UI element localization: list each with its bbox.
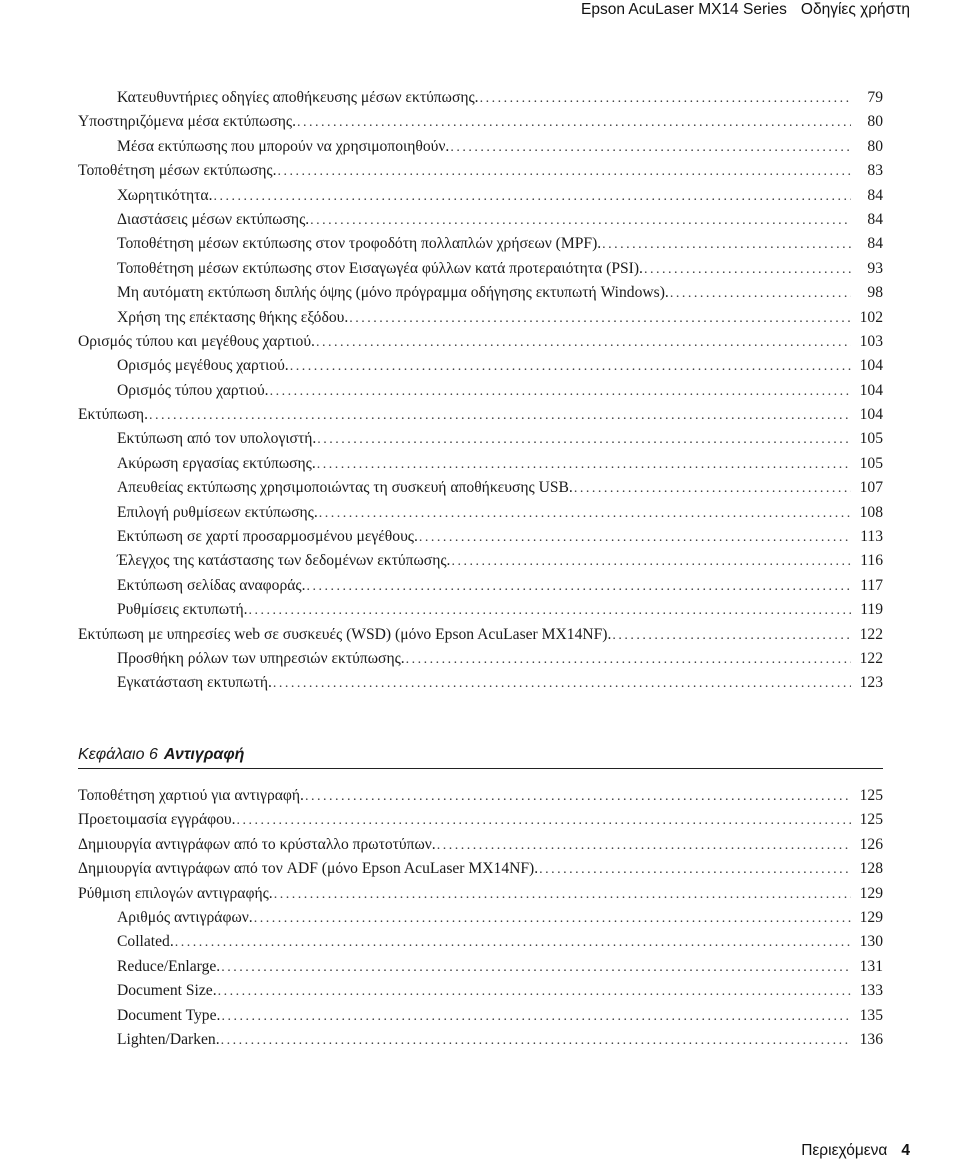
toc-section-printing — [78, 86, 883, 696]
toc-entry-page: 108 — [859, 503, 883, 521]
toc-dot-leader — [249, 599, 852, 622]
toc-dot-leader — [306, 575, 851, 598]
toc-dot-leader — [221, 1029, 851, 1052]
toc-entry-label: Κατευθυντήριες οδηγίες αποθήκευσης μέσων εκτύπωσης. — [117, 89, 479, 106]
chapter-number: Κεφάλαιο 6 — [78, 746, 158, 763]
toc-dot-leader — [149, 404, 851, 427]
toc-entry-page: 84 — [867, 235, 883, 253]
toc-entry-page: 107 — [859, 479, 883, 497]
toc-entry-label: Επιλογή ρυθμίσεων εκτύπωσης. — [117, 503, 318, 521]
toc-section-copying — [78, 784, 883, 1052]
toc-entry[interactable] — [78, 306, 883, 330]
toc-entry[interactable] — [78, 208, 883, 232]
toc-entry-page: 117 — [860, 576, 883, 594]
toc-entry[interactable] — [78, 808, 883, 832]
toc-entry-label: Χωρητικότητα. — [117, 186, 213, 204]
toc-entry-label: Χρήση της επέκτασης θήκης εξόδου. — [117, 308, 349, 326]
running-footer — [801, 1140, 910, 1162]
toc-entry[interactable] — [78, 184, 883, 208]
toc-dot-leader — [644, 258, 851, 281]
toc-entry-label: Lighten/Darken. — [117, 1030, 220, 1048]
toc-dot-leader — [574, 477, 851, 500]
toc-dot-leader — [406, 648, 851, 671]
toc-entry-page: 93 — [867, 259, 883, 277]
toc-dot-leader — [175, 931, 851, 954]
toc-entry[interactable] — [78, 979, 883, 1003]
toc-entry[interactable] — [78, 525, 883, 549]
toc-entry-label: Ακύρωση εργασίας εκτύπωσης. — [117, 454, 316, 472]
toc-entry[interactable] — [78, 574, 883, 598]
toc-entry[interactable] — [78, 281, 883, 305]
toc-dot-leader — [310, 209, 851, 232]
toc-entry-label: Τοποθέτηση μέσων εκτύπωσης. — [78, 162, 277, 180]
toc-entry-label: Δημιουργία αντιγράφων από το κρύσταλλο πρωτοτύπων. — [78, 835, 436, 853]
toc-entry-page: 80 — [867, 137, 883, 155]
toc-entry-label: Ορισμός τύπου χαρτιού. — [117, 381, 269, 399]
toc-entry-label: Εγκατάσταση εκτυπωτή. — [117, 674, 272, 692]
toc-entry-page: 105 — [859, 454, 883, 472]
toc-dot-leader — [349, 307, 851, 330]
toc-entry-page: 122 — [859, 625, 883, 643]
toc-entry-label: Υποστηριζόμενα μέσα εκτύπωσης. — [78, 113, 297, 131]
toc-dot-leader — [437, 834, 851, 857]
toc-entry-label: Ορισμός τύπου και μεγέθους χαρτιού. — [78, 332, 315, 350]
toc-entry-label: Ρύθμιση επιλογών αντιγραφής. — [78, 884, 273, 902]
toc-entry[interactable] — [78, 232, 883, 256]
toc-entry-page: 129 — [859, 884, 883, 902]
toc-entry-label: Προετοιμασία εγγράφου. — [78, 811, 236, 829]
toc-entry-page: 116 — [860, 552, 883, 570]
toc-entry-label: Δημιουργία αντιγράφων από τον ADF (μόνο Epson AcuLaser MX14NF). — [78, 860, 539, 878]
toc-entry-label: Εκτύπωση από τον υπολογιστή. — [117, 430, 317, 448]
toc-entry-label: Ρυθμίσεις εκτυπωτή. — [117, 601, 248, 619]
toc-dot-leader — [254, 907, 851, 930]
footer-page-number: 4 — [901, 1142, 910, 1159]
toc-entry-page: 136 — [859, 1030, 883, 1048]
toc-dot-leader — [450, 136, 851, 159]
toc-entry-page: 104 — [859, 357, 883, 375]
toc-entry-page: 113 — [860, 528, 883, 546]
toc-dot-leader — [221, 956, 851, 979]
toc-entry-label: Απευθείας εκτύπωσης χρησιμοποιώντας τη συσκευή αποθήκευσης USB. — [117, 479, 573, 497]
toc-entry-label: Μη αυτόματη εκτύπωση διπλής όψης (μόνο πρόγραμμα οδήγησης εκτυπωτή Windows). — [117, 284, 669, 302]
toc-entry-page: 119 — [860, 601, 883, 619]
toc-entry-page: 98 — [867, 284, 883, 302]
running-header — [581, 0, 910, 20]
toc-entry[interactable] — [78, 1028, 883, 1052]
toc-dot-leader — [316, 331, 851, 354]
toc-dot-leader — [419, 526, 851, 549]
toc-entry-page: 104 — [859, 381, 883, 399]
toc-entry-page: 128 — [859, 860, 883, 878]
chapter-heading — [78, 744, 883, 769]
toc-dot-leader — [218, 980, 851, 1003]
toc-entry-page: 104 — [859, 406, 883, 424]
toc-entry-page: 130 — [859, 933, 883, 951]
toc-entry-label: Έλεγχος της κατάστασης των δεδομένων εκτύπωσης. — [117, 552, 451, 570]
toc-entry-page: 125 — [859, 811, 883, 829]
toc-entry[interactable] — [78, 159, 883, 183]
toc-entry[interactable] — [78, 906, 883, 930]
toc-dot-leader — [278, 160, 851, 183]
toc-entry-page: 126 — [859, 835, 883, 853]
toc-entry-page: 105 — [859, 430, 883, 448]
toc-dot-leader — [602, 233, 851, 256]
toc-entry[interactable] — [78, 452, 883, 476]
toc-entry[interactable] — [78, 955, 883, 979]
toc-entry[interactable] — [78, 930, 883, 954]
toc-entry-label: Μέσα εκτύπωσης που μπορούν να χρησιμοποιηθούν. — [117, 137, 450, 155]
toc-dot-leader — [480, 87, 851, 110]
toc-entry-label: Εκτύπωση με υπηρεσίες web σε συσκευές (WSD) (μόνο Epson AcuLaser MX14NF). — [78, 625, 612, 643]
toc-entry-label: Τοποθέτηση χαρτιού για αντιγραφή. — [78, 787, 304, 804]
toc-entry-label: Τοποθέτηση μέσων εκτύπωσης στον Εισαγωγέα φύλλων κατά προτεραιότητα (PSI). — [117, 259, 643, 277]
toc-entry-label: Εκτύπωση σε χαρτί προσαρμοσμένου μεγέθους. — [117, 528, 418, 546]
toc-entry-page: 84 — [867, 210, 883, 228]
toc-dot-leader — [297, 111, 851, 134]
toc-entry-label: Collated. — [117, 933, 174, 951]
toc-entry-page: 80 — [867, 113, 883, 131]
toc-entry-page: 122 — [859, 649, 883, 667]
toc-entry-page: 133 — [859, 982, 883, 1000]
toc-dot-leader — [305, 785, 851, 808]
toc-entry[interactable] — [78, 549, 883, 573]
toc-entry[interactable] — [78, 135, 883, 159]
toc-entry-page: 102 — [859, 308, 883, 326]
toc-dot-leader — [612, 624, 851, 647]
toc-entry-page: 83 — [867, 162, 883, 180]
toc-entry-page: 125 — [859, 787, 883, 804]
toc-entry-label: Εκτύπωση σελίδας αναφοράς. — [117, 576, 306, 594]
toc-entry-label: Document Type. — [117, 1006, 221, 1024]
toc-entry[interactable] — [78, 330, 883, 354]
header-guide: Οδηγίες χρήστη — [800, 1, 910, 18]
toc-entry-label: Αριθμός αντιγράφων. — [117, 908, 253, 926]
toc-entry-label: Εκτύπωση. — [78, 406, 148, 424]
toc-dot-leader — [214, 185, 852, 208]
toc-entry[interactable] — [78, 1004, 883, 1028]
toc-entry-page: 129 — [859, 908, 883, 926]
toc-dot-leader — [290, 355, 851, 378]
toc-entry[interactable] — [78, 379, 883, 403]
toc-entry-page: 135 — [859, 1006, 883, 1024]
toc-dot-leader — [319, 502, 851, 525]
toc-entry[interactable] — [78, 403, 883, 427]
toc-entry[interactable] — [78, 110, 883, 134]
toc-entry-label: Τοποθέτηση μέσων εκτύπωσης στον τροφοδότη πολλαπλών χρήσεων (MPF). — [117, 235, 602, 253]
toc-dot-leader — [451, 550, 851, 573]
toc-entry[interactable] — [78, 354, 883, 378]
toc-entry[interactable] — [78, 623, 883, 647]
toc-dot-leader — [539, 858, 851, 881]
toc-dot-leader — [221, 1005, 851, 1028]
footer-section: Περιεχόμενα — [801, 1142, 888, 1159]
toc-dot-leader — [317, 453, 851, 476]
toc-entry-page: 131 — [859, 957, 883, 975]
toc-entry[interactable] — [78, 647, 883, 671]
toc-entry-page: 103 — [859, 332, 883, 350]
header-product: Epson AcuLaser MX14 Series — [581, 1, 787, 18]
toc-entry[interactable] — [78, 833, 883, 857]
toc-dot-leader — [670, 282, 851, 305]
chapter-title: Αντιγραφή — [163, 746, 245, 763]
toc-entry-label: Document Size. — [117, 982, 217, 1000]
toc-dot-leader — [270, 380, 851, 403]
toc-entry-label: Ορισμός μεγέθους χαρτιού. — [117, 357, 289, 375]
toc-entry-page: 84 — [867, 186, 883, 204]
toc-entry[interactable] — [78, 86, 883, 110]
toc-entry[interactable] — [78, 427, 883, 451]
toc-entry-page: 79 — [867, 89, 883, 106]
toc-entry[interactable] — [78, 784, 883, 808]
toc-entry-label: Διαστάσεις μέσων εκτύπωσης. — [117, 210, 310, 228]
toc-entry[interactable] — [78, 476, 883, 500]
toc-entry[interactable] — [78, 257, 883, 281]
toc-entry-page: 123 — [859, 674, 883, 692]
toc-entry-label: Reduce/Enlarge. — [117, 957, 221, 975]
toc-entry[interactable] — [78, 598, 883, 622]
toc-dot-leader — [317, 428, 851, 451]
toc-entry[interactable] — [78, 501, 883, 525]
toc-entry[interactable] — [78, 857, 883, 881]
toc-entry[interactable] — [78, 882, 883, 906]
toc-entry[interactable] — [78, 671, 883, 695]
toc-dot-leader — [274, 883, 851, 906]
toc-entry-label: Προσθήκη ρόλων των υπηρεσιών εκτύπωσης. — [117, 649, 405, 667]
toc-dot-leader — [237, 809, 851, 832]
toc-dot-leader — [273, 672, 851, 695]
